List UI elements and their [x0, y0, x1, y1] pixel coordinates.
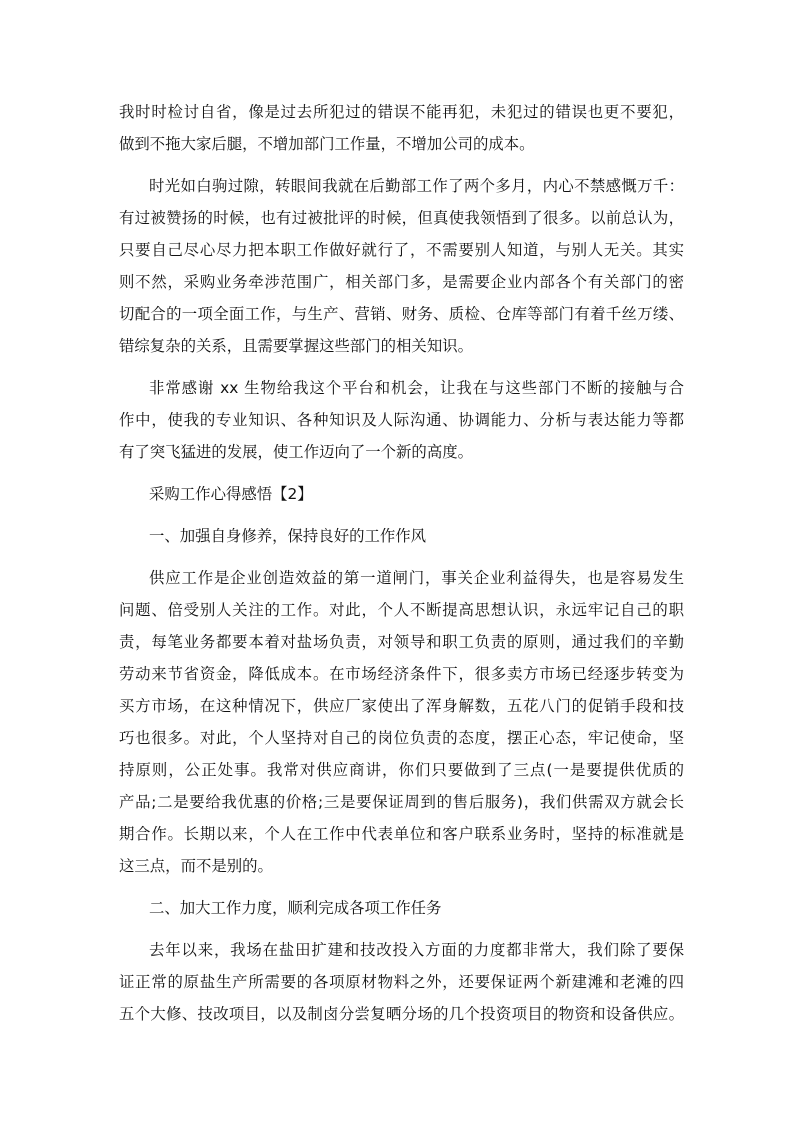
text-line: 问题、倍受别人关注的工作。对此，个人不断提高思想认识，永远牢记自己的职: [119, 601, 684, 619]
paragraph-5: [119, 934, 684, 1030]
text-line: 持原则，公正处事。我常对供应商讲，你们只要做到了三点(一是要提供优质的: [119, 761, 684, 779]
text-line: 则不然，采购业务牵涉范围广，相关部门多，是需要企业内部各个有关部门的密: [119, 273, 684, 291]
text-line: 产品;二是要给我优惠的价格;三是要保证周到的售后服务)，我们供需双方就会长: [119, 793, 684, 811]
paragraph-1: [119, 96, 684, 160]
text-line: 我时时检讨自省，像是过去所犯过的错误不能再犯，未犯过的错误也更不要犯，: [119, 103, 684, 121]
text-line: 期合作。长期以来，个人在工作中代表单位和客户联系业务时，坚持的标准就是: [119, 825, 684, 843]
text-line: 时光如白驹过隙，转眼间我就在后勤部工作了两个多月，内心不禁感慨万千：: [149, 177, 684, 195]
text-line: 二、加大工作力度，顺利完成各项工作任务: [149, 899, 442, 917]
text-line: 去年以来，我场在盐田扩建和技改投入方面的力度都非常大，我们除了要保: [149, 941, 684, 959]
text-line: 有过被赞扬的时候，也有过被批评的时候，但真使我领悟到了很多。以前总认为，: [119, 209, 684, 227]
text-line: 非常感谢 xx 生物给我这个平台和机会，让我在与这些部门不断的接触与合: [149, 379, 684, 397]
heading-1: [119, 520, 684, 552]
text-line: 劳动来节省资金，降低成本。在市场经济条件下，很多卖方市场已经逐步转变为: [119, 665, 684, 683]
text-line: 供应工作是企业创造效益的第一道闸门，事关企业利益得失，也是容易发生: [149, 569, 684, 587]
text-line: 证正常的原盐生产所需要的各项原材物料之外，还要保证两个新建滩和老滩的四: [119, 973, 684, 991]
text-line: 一、加强自身修养，保持良好的工作作风: [149, 527, 427, 545]
text-line: 只要自己尽心尽力把本职工作做好就行了，不需要别人知道，与别人无关。其实: [119, 241, 684, 259]
text-line: 买方市场，在这种情况下，供应厂家使出了浑身解数，五花八门的促销手段和技: [119, 697, 684, 715]
text-line: 错综复杂的关系，且需要掌握这些部门的相关知识。: [119, 337, 473, 355]
document-page: [119, 96, 684, 1030]
text-line: 切配合的一项全面工作，与生产、营销、财务、质检、仓库等部门有着千丝万缕、: [119, 305, 684, 323]
section-title: [119, 478, 684, 510]
text-line: 这三点，而不是别的。: [119, 857, 273, 875]
paragraph-3: [119, 372, 684, 468]
paragraph-2: [119, 170, 684, 362]
text-line: 采购工作心得感悟【2】: [149, 485, 313, 503]
text-line: 有了突飞猛进的发展，使工作迈向了一个新的高度。: [119, 443, 473, 461]
text-line: 责，每笔业务都要本着对盐场负责，对领导和职工负责的原则，通过我们的辛勤: [119, 633, 684, 651]
text-line: 五个大修、技改项目，以及制卤分尝复晒分场的几个投资项目的物资和设备供应。: [119, 1005, 684, 1023]
text-line: 巧也很多。对此，个人坚持对自己的岗位负责的态度，摆正心态，牢记使命，坚: [119, 729, 684, 747]
text-line: 作中，使我的专业知识、各种知识及人际沟通、协调能力、分析与表达能力等都: [119, 411, 684, 429]
paragraph-4: [119, 562, 684, 882]
text-line: 做到不拖大家后腿，不增加部门工作量，不增加公司的成本。: [119, 135, 535, 153]
heading-2: [119, 892, 684, 924]
